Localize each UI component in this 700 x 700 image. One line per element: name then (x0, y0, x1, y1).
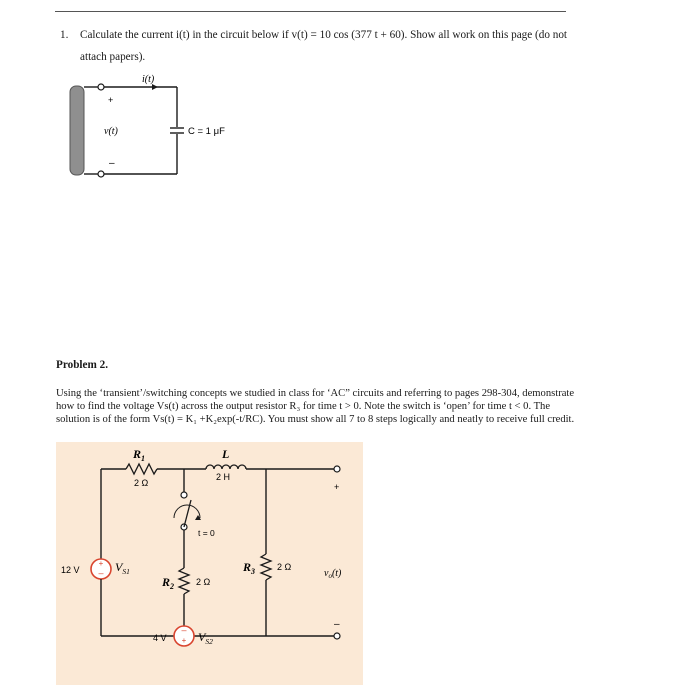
r2-value: 2 Ω (196, 577, 211, 587)
capacitor-label: C = 1 μF (188, 126, 225, 137)
inductor-value: 2 H (216, 472, 231, 482)
source-vs2-plus: + (181, 636, 187, 645)
source-vs1-value: 12 V (61, 565, 80, 575)
problem-2-text: Using the ‘transient’/switching concepts we studied in class for ‘AC” circuits and referring to pages 298-304, demonstrate how to find the voltage Vs(t) across the output resistor R₃ for time t > 0. Note the switch is ‘open’ for time t < 0. The solution is of the form Vs(t) = K₁ +K₂exp(-t/RC). You must show all 7 to 8 steps logically and neatly to receive full credit. (56, 388, 575, 425)
terminal-bottom (98, 171, 104, 177)
terminal-top (98, 84, 104, 90)
switch-label: t = 0 (198, 528, 215, 538)
r1-label: $R_1$ (133, 447, 146, 463)
voltage-source-body (70, 86, 84, 175)
problem-1-line-1 (60, 24, 620, 46)
output-terminal-bottom (334, 633, 340, 639)
problem-1 (60, 24, 620, 68)
circuit-1 (60, 70, 260, 185)
top-rule (55, 11, 566, 12)
source-vs1-label: $V_{S1}$ (115, 560, 130, 576)
problem-1-text-line-2: attach papers). (80, 51, 146, 63)
r2-label: $R_2$ (162, 575, 175, 591)
r3-value: 2 Ω (277, 562, 292, 572)
problem-1-number: 1. (60, 29, 69, 41)
voltage-label: v(t) (104, 126, 118, 137)
r3-label: $R_3$ (243, 560, 256, 576)
problem-2-title: Problem 2. (56, 359, 108, 371)
output-plus: + (334, 482, 340, 492)
r1-value: 2 Ω (134, 478, 149, 488)
minus-sign: – (109, 158, 115, 169)
switch-terminal-top (181, 492, 187, 498)
source-vs2-minus: – (181, 625, 187, 635)
output-minus: – (334, 619, 340, 630)
current-label: i(t) (142, 74, 155, 85)
source-vs1-plus: + (98, 559, 104, 568)
source-vs2-value: 4 V (153, 633, 167, 643)
circuit-2 (56, 442, 366, 687)
problem-1-text-line-1: Calculate the current i(t) in the circuit below if v(t) = 10 cos (377 t + 60). Show all work on this page (do not (80, 29, 568, 41)
plus-sign: + (108, 95, 114, 105)
output-voltage-label: $v_o(t)$ (324, 568, 342, 580)
output-terminal-top (334, 466, 340, 472)
source-vs1-minus: – (98, 568, 104, 578)
inductor-label: L (222, 447, 230, 461)
source-vs2-label: $V_{S2}$ (198, 630, 213, 646)
